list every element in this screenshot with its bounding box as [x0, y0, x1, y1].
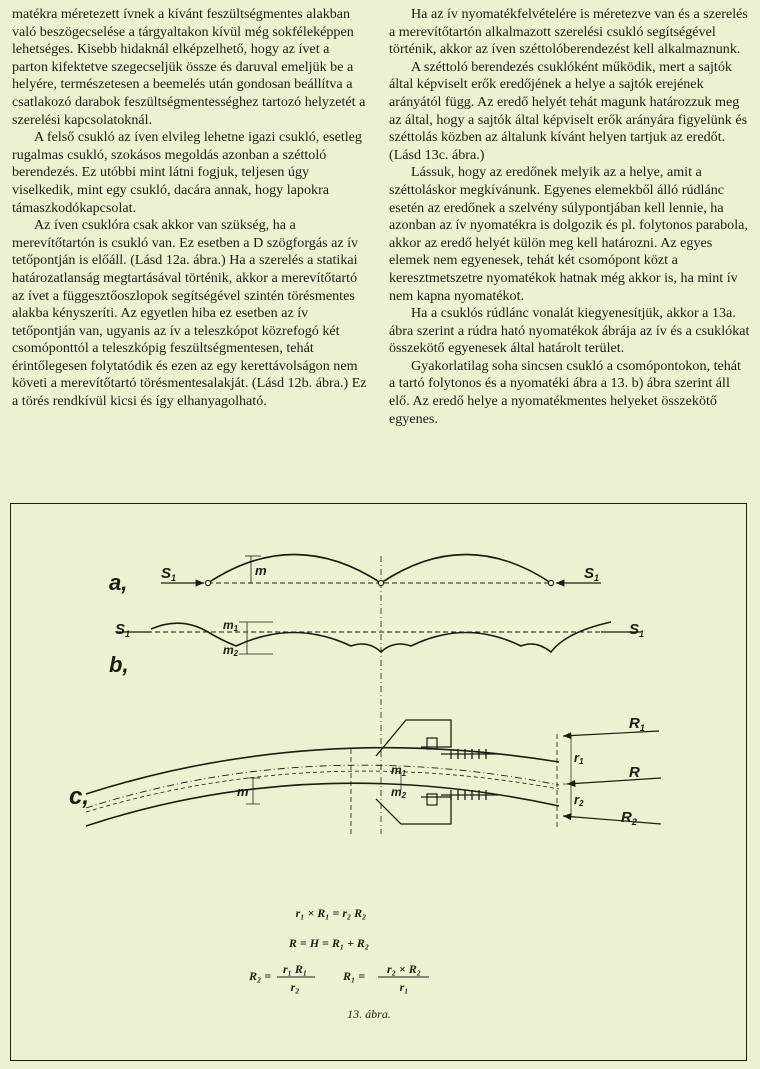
label-s-left-a: $S_1$	[161, 565, 177, 583]
right-text-column	[389, 6, 750, 428]
hinge-a-mid	[378, 580, 383, 585]
arch-c-upper	[86, 748, 559, 794]
jack-bracket-upper	[376, 720, 451, 756]
svg-text:r₂: r₂	[290, 980, 300, 994]
paragraph: matékra méretezett ívnek a kívánt feszültségmentes alakban való beszögecselése a tárgyaltakon kívül még sokféleképpen lehetséges. Kisebb hidaknál elképzelhető, hogy az ívet a parton kifektetve szegecseljük össze és daruval emeljük be a helyére, természetesen a beemelés után gondosan beállítva a csatlakozó darabok feszültségmentességhez tartozó helyzetét a szerelési kapcsolatoknál.	[12, 6, 366, 128]
force-r	[567, 778, 661, 784]
equation-3	[248, 962, 315, 994]
label-a: a,	[109, 570, 128, 595]
label-r2: $R_2$	[621, 809, 637, 827]
figure-13	[10, 503, 747, 1061]
label-m-a: m	[255, 563, 267, 578]
label-r2-arm: r2	[574, 792, 584, 808]
label-m2-c: m2	[391, 785, 407, 800]
hinge-a-left	[205, 580, 210, 585]
equation-2: R = H = R₁ + R₂	[288, 936, 370, 950]
label-s-left-b: $S_1$	[115, 621, 131, 639]
equation-4	[342, 962, 429, 994]
label-m2-b: m2	[223, 643, 239, 658]
paragraph: Ha az ív nyomatékfelvételére is méretezve van és a szerelés a merevítőtartón alkalmazott szerelési csukló segítségével történik, akkor az íven széttolóberendezést kell alkalmaznunk.	[389, 6, 748, 58]
label-s-right-a: $S_1$	[584, 565, 600, 583]
paragraph: Lássuk, hogy az eredőnek melyik az a helye, amit a széttoláskor megkívánunk. Egyenes elemekből álló rúdlánc esetén az eredőnek a szelvény súlypontjában kell lennie, ha azonban az ív nyomatékra is dolgozik és pl. folytonos parabola, akkor az eredő helyét külön meg kell határozni. Az egyes elemek nem egyenesek, tehát két csomópont közt a keresztmetszetre nyomatékok hatnak még akkor is, ha mint ív nem kapna nyomatékot.	[389, 164, 748, 304]
paragraph: A széttoló berendezés csuklóként működik, mert a sajtók által képviselt erők eredőjének a helye a sajtók erejének arányától függ. Az eredő helyét tehát magunk határozzuk meg az által, hogy a sajtók által képviselt erők arányára figyelünk és széttolás közben az általunk kívánt helyen tartjuk az eredőt. (Lásd 13c. ábra.)	[389, 58, 748, 163]
arch-c-lower	[86, 783, 559, 826]
paragraph: Gyakorlatilag soha sincsen csukló a csomópontokon, tehát a tartó folytonos és a nyomatéki ábra a 13. b) ábra szerint áll elő. Az eredő helye a nyomatékmentes helyeket összekötő egyenes.	[389, 357, 741, 427]
label-r1-arm: r1	[574, 750, 584, 766]
arch-c-axis	[86, 765, 559, 808]
label-s-right-b: $S_1$	[629, 621, 645, 639]
label-m1-b: m1	[223, 618, 239, 633]
hinge-a-right	[548, 580, 553, 585]
paragraph: Ha a csuklós rúdlánc vonalát kiegyenesítjük, akkor a 13a. ábra szerint a rúdra ható nyomatékok ábrája az ív és a csuklókat összekötő egyenesek által határolt terület.	[389, 305, 750, 357]
svg-text:r₁: r₁	[399, 980, 409, 994]
svg-text:R₂ =: R₂ =	[249, 969, 272, 983]
figure-caption: 13. ábra.	[347, 1007, 391, 1021]
paragraph: Az íven csuklóra csak akkor van szükség, ha a merevítőtartón is csukló van. Ez esetben a D szögforgás az ív tetőpontján is előáll. (Lásd 12a. ábra.) Ha a szerelés a statikai határozatlanság megtartásával történik, akkor a merevítőtartó az ívet a függesztőoszlopok segítségével szintén törésmentes alakba kényszeríti. Az egyetlen hiba ez esetben az ív tetőpontján van, ugyanis az ív a teleszkópot közrefogó két csomóponttól a teleszkópig feszültségmentesen, tehát érintőlegesen folytatódik és ezen az egy kerettávolságon nem követi a merevítőtartó törésmentesalakját. (Lásd 12b. ábra.) Ez a törés rendkívül kicsi és így elhanyagolható.	[12, 217, 367, 410]
label-m1-c: m1	[391, 763, 407, 778]
rivet-row-lower	[441, 790, 499, 800]
jack-bracket-lower	[376, 797, 451, 824]
svg-text:R₁ =: R₁ =	[343, 969, 366, 983]
svg-text:r₁ R₁: r₁ R₁	[282, 962, 308, 976]
jack-lower	[427, 794, 437, 805]
label-b: b,	[109, 652, 129, 677]
left-text-column	[12, 6, 368, 411]
label-r: R	[629, 764, 640, 781]
label-m-c: m	[237, 784, 249, 799]
force-r2	[563, 816, 661, 824]
svg-text:r₂ × R₂: r₂ × R₂	[387, 962, 421, 976]
paragraph: A felső csukló az íven elvileg lehetne igazi csukló, esetleg rugalmas csukló, szokásos megoldás azonban a széttoló berendezés. Ez utóbbi mint látni fogjuk, teljesen úgy viselkedik, mint egy csukló, dacára annak, hogy lapokra támaszkodókapcsolat.	[12, 129, 362, 216]
label-c: c,	[69, 783, 90, 810]
equation-1: r₁ × R₁ = r₂ R₂	[295, 906, 367, 920]
figure-13-drawing	[11, 504, 748, 1062]
label-r1: $R_1$	[629, 715, 645, 733]
